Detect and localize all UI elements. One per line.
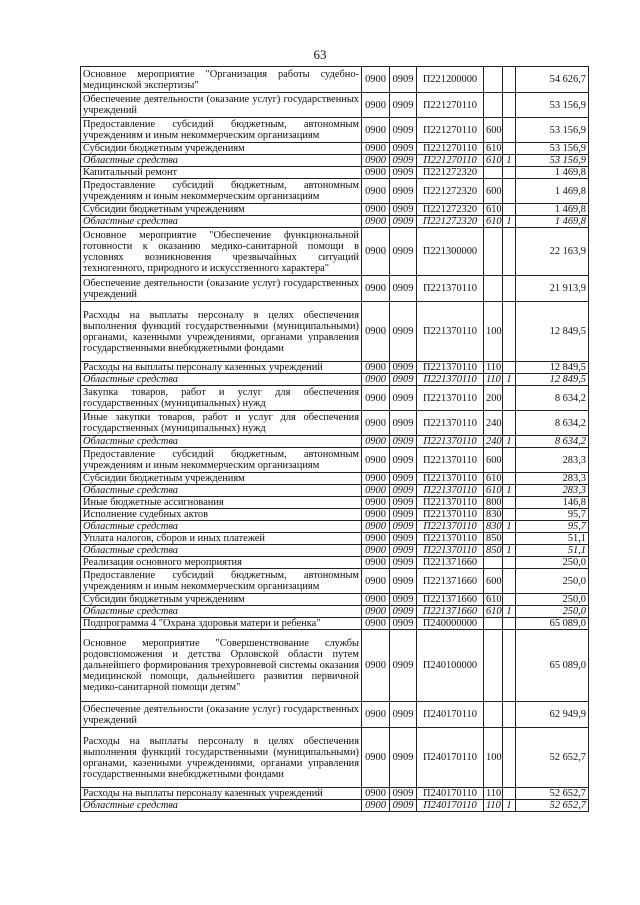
code-0900: 0900 [362,448,390,473]
target-code: П221370110 [417,411,484,436]
target-code: П221371660 [417,569,484,594]
code-0909: 0909 [390,167,417,179]
code-0900: 0900 [362,362,390,374]
funding-source [503,386,516,411]
funding-source [503,411,516,436]
funding-source [503,143,516,155]
code-0900: 0900 [362,594,390,606]
row-description: Расходы на выплаты персоналу казенных учреждений [81,362,362,374]
funding-source: 1 [503,155,516,167]
code-0900: 0900 [362,143,390,155]
code-0900: 0900 [362,228,390,276]
target-code: П221370110 [417,533,484,545]
row-description: Расходы на выплаты персоналу казенных учреждений [81,788,362,800]
funding-source [503,557,516,569]
table-row [81,728,589,788]
code-0900: 0900 [362,473,390,485]
target-code: П221272320 [417,204,484,216]
expense-type: 610 [484,606,503,618]
amount: 52 652,7 [516,800,589,812]
expense-type [484,702,503,728]
target-code: П221371660 [417,594,484,606]
expense-type [484,67,503,93]
funding-source [503,728,516,788]
code-0909: 0909 [390,497,417,509]
code-0900: 0900 [362,618,390,630]
table-row [81,228,589,276]
expense-type [484,276,503,302]
code-0909: 0909 [390,179,417,204]
amount: 250,0 [516,569,589,594]
funding-source [503,788,516,800]
funding-source [503,497,516,509]
code-0900: 0900 [362,276,390,302]
table-row [81,606,589,618]
expense-type: 830 [484,521,503,533]
funding-source [503,179,516,204]
funding-source [503,569,516,594]
table-row [81,618,589,630]
expense-type: 850 [484,545,503,557]
code-0909: 0909 [390,374,417,386]
code-0909: 0909 [390,533,417,545]
expense-type: 110 [484,374,503,386]
code-0909: 0909 [390,386,417,411]
code-0909: 0909 [390,509,417,521]
expense-type: 600 [484,179,503,204]
amount: 51,1 [516,545,589,557]
table-row [81,93,589,118]
row-description: Областные средства [81,606,362,618]
row-description: Предоставление субсидий бюджетным, автономным учреждениям и иным некоммерческим организациям [81,179,362,204]
row-description: Предоставление субсидий бюджетным, автономным учреждениям и иным некоммерческим организациям [81,569,362,594]
target-code: П221270110 [417,143,484,155]
code-0909: 0909 [390,728,417,788]
target-code: П221272320 [417,216,484,228]
row-description: Обеспечение деятельности (оказание услуг) государственных учреждений [81,93,362,118]
expense-type: 240 [484,436,503,448]
funding-source [503,630,516,702]
table-row [81,702,589,728]
expense-type: 850 [484,533,503,545]
amount: 53 156,9 [516,93,589,118]
code-0900: 0900 [362,545,390,557]
target-code: П240170110 [417,728,484,788]
amount: 1 469,8 [516,216,589,228]
row-description: Обеспечение деятельности (оказание услуг) государственных учреждений [81,702,362,728]
amount: 51,1 [516,533,589,545]
table-row [81,67,589,93]
code-0900: 0900 [362,67,390,93]
row-description: Субсидии бюджетным учреждениям [81,204,362,216]
funding-source [503,448,516,473]
row-description: Иные бюджетные ассигнования [81,497,362,509]
code-0909: 0909 [390,569,417,594]
expense-type: 600 [484,569,503,594]
funding-source [503,204,516,216]
expense-type: 830 [484,509,503,521]
funding-source [503,93,516,118]
table-row [81,485,589,497]
row-description: Областные средства [81,436,362,448]
amount: 8 634,2 [516,436,589,448]
row-description: Обеспечение деятельности (оказание услуг) государственных учреждений [81,276,362,302]
row-description: Уплата налогов, сборов и иных платежей [81,533,362,545]
code-0900: 0900 [362,386,390,411]
row-description: Иные закупки товаров, работ и услуг для обеспечения государственных (муниципальных) нужд [81,411,362,436]
target-code: П221370110 [417,386,484,411]
row-description: Областные средства [81,545,362,557]
table-row [81,374,589,386]
code-0909: 0909 [390,155,417,167]
code-0909: 0909 [390,630,417,702]
code-0900: 0900 [362,167,390,179]
expense-type: 610 [484,216,503,228]
code-0900: 0900 [362,485,390,497]
amount: 250,0 [516,557,589,569]
code-0900: 0900 [362,630,390,702]
code-0909: 0909 [390,485,417,497]
row-description: Основное мероприятие "Совершенствование службы родовспоможения и детства Орловской области путем дальнейшего формирования трехуровневой системы оказания медицинской помощи, дальнейшего развития первичной медико-санитарной помощи детям" [81,630,362,702]
funding-source: 1 [503,545,516,557]
expense-type: 600 [484,448,503,473]
expense-type [484,228,503,276]
target-code: П221371660 [417,606,484,618]
target-code: П221370110 [417,362,484,374]
table-row [81,143,589,155]
expense-type: 100 [484,728,503,788]
amount: 52 652,7 [516,728,589,788]
expense-type: 610 [484,473,503,485]
table-row [81,448,589,473]
code-0909: 0909 [390,545,417,557]
amount: 65 089,0 [516,618,589,630]
funding-source: 1 [503,216,516,228]
expense-type: 610 [484,155,503,167]
table-row [81,362,589,374]
code-0909: 0909 [390,800,417,812]
row-description: Подпрограмма 4 "Охрана здоровья матери и ребенка" [81,618,362,630]
code-0909: 0909 [390,473,417,485]
code-0909: 0909 [390,302,417,362]
amount: 250,0 [516,594,589,606]
funding-source: 1 [503,521,516,533]
amount: 95,7 [516,521,589,533]
target-code: П221371660 [417,557,484,569]
code-0909: 0909 [390,216,417,228]
row-description: Закупка товаров, работ и услуг для обеспечения государственных (муниципальных) нужд [81,386,362,411]
code-0909: 0909 [390,228,417,276]
row-description: Капитальный ремонт [81,167,362,179]
funding-source [503,302,516,362]
code-0909: 0909 [390,448,417,473]
amount: 146,8 [516,497,589,509]
table-body [81,67,589,812]
row-description: Областные средства [81,155,362,167]
amount: 54 626,7 [516,67,589,93]
code-0900: 0900 [362,179,390,204]
target-code: П221272320 [417,179,484,204]
target-code: П221370110 [417,497,484,509]
target-code: П221272320 [417,167,484,179]
amount: 250,0 [516,606,589,618]
target-code: П221370110 [417,485,484,497]
target-code: П221370110 [417,521,484,533]
amount: 22 163,9 [516,228,589,276]
row-description: Областные средства [81,485,362,497]
code-0900: 0900 [362,521,390,533]
funding-source [503,473,516,485]
table-row [81,545,589,557]
amount: 12 849,5 [516,374,589,386]
row-description: Основное мероприятие "Обеспечение функциональной готовности к оказанию медико-санитарной помощи в условиях возникновения чрезвычайных ситуаций техногенного, природного и искусственного характера" [81,228,362,276]
target-code: П221370110 [417,473,484,485]
row-description: Областные средства [81,374,362,386]
table-row [81,557,589,569]
code-0909: 0909 [390,93,417,118]
amount: 65 089,0 [516,630,589,702]
code-0900: 0900 [362,533,390,545]
expense-type: 200 [484,386,503,411]
row-description: Расходы на выплаты персоналу в целях обеспечения выполнения функций государственными (муниципальными) органами, казенными учреждениями, органами управления государственными внебюджетными фондами [81,728,362,788]
page-number: 63 [313,47,327,62]
target-code: П221370110 [417,276,484,302]
expense-type [484,630,503,702]
amount: 1 469,8 [516,204,589,216]
expense-type: 100 [484,302,503,362]
code-0900: 0900 [362,93,390,118]
code-0900: 0900 [362,728,390,788]
table-row [81,118,589,143]
expense-type [484,618,503,630]
table-row [81,788,589,800]
amount: 283,3 [516,473,589,485]
amount: 53 156,9 [516,143,589,155]
row-description: Областные средства [81,216,362,228]
amount: 21 913,9 [516,276,589,302]
amount: 62 949,9 [516,702,589,728]
amount: 8 634,2 [516,411,589,436]
table-row [81,521,589,533]
target-code: П221200000 [417,67,484,93]
table-row [81,411,589,436]
code-0900: 0900 [362,497,390,509]
expense-type: 610 [484,485,503,497]
funding-source [503,618,516,630]
target-code: П221270110 [417,93,484,118]
table-row [81,509,589,521]
table-row [81,216,589,228]
table-row [81,533,589,545]
expense-type: 110 [484,800,503,812]
code-0909: 0909 [390,521,417,533]
amount: 52 652,7 [516,788,589,800]
funding-source: 1 [503,606,516,618]
funding-source [503,533,516,545]
code-0900: 0900 [362,155,390,167]
funding-source [503,228,516,276]
code-0900: 0900 [362,557,390,569]
target-code: П240170110 [417,702,484,728]
table-row [81,386,589,411]
table-row [81,569,589,594]
amount: 1 469,8 [516,167,589,179]
expense-type: 600 [484,118,503,143]
expense-type: 800 [484,497,503,509]
table-row [81,594,589,606]
table-row [81,204,589,216]
table-row [81,155,589,167]
funding-source: 1 [503,436,516,448]
code-0909: 0909 [390,557,417,569]
amount: 1 469,8 [516,179,589,204]
code-0909: 0909 [390,67,417,93]
funding-source: 1 [503,374,516,386]
amount: 95,7 [516,509,589,521]
row-description: Расходы на выплаты персоналу в целях обеспечения выполнения функций государственными (муниципальными) органами, казенными учреждениями, органами управления государственными внебюджетными фондами [81,302,362,362]
row-description: Субсидии бюджетным учреждениям [81,594,362,606]
target-code: П221370110 [417,545,484,557]
funding-source: 1 [503,485,516,497]
code-0900: 0900 [362,374,390,386]
table-row [81,276,589,302]
target-code: П221270110 [417,118,484,143]
code-0909: 0909 [390,276,417,302]
row-description: Исполнение судебных актов [81,509,362,521]
target-code: П240170110 [417,800,484,812]
target-code: П221370110 [417,302,484,362]
funding-source [503,167,516,179]
row-description: Субсидии бюджетным учреждениям [81,473,362,485]
code-0900: 0900 [362,216,390,228]
code-0909: 0909 [390,702,417,728]
row-description: Реализация основного мероприятия [81,557,362,569]
target-code: П240170110 [417,788,484,800]
expense-type [484,167,503,179]
amount: 283,3 [516,448,589,473]
row-description: Предоставление субсидий бюджетным, автономным учреждениям и иным некоммерческим организациям [81,448,362,473]
funding-source: 1 [503,800,516,812]
code-0900: 0900 [362,702,390,728]
code-0900: 0900 [362,302,390,362]
code-0900: 0900 [362,204,390,216]
table-row [81,473,589,485]
row-description: Областные средства [81,800,362,812]
code-0909: 0909 [390,436,417,448]
expense-type: 110 [484,362,503,374]
code-0909: 0909 [390,411,417,436]
code-0909: 0909 [390,618,417,630]
funding-source [503,362,516,374]
budget-table [80,66,589,812]
code-0909: 0909 [390,118,417,143]
table-row [81,167,589,179]
code-0909: 0909 [390,606,417,618]
code-0900: 0900 [362,606,390,618]
code-0900: 0900 [362,800,390,812]
code-0900: 0900 [362,411,390,436]
funding-source [503,118,516,143]
funding-source [503,276,516,302]
code-0900: 0900 [362,788,390,800]
expense-type: 610 [484,594,503,606]
funding-source [503,702,516,728]
target-code: П221370110 [417,448,484,473]
code-0900: 0900 [362,569,390,594]
funding-source [503,594,516,606]
amount: 53 156,9 [516,118,589,143]
code-0909: 0909 [390,362,417,374]
row-description: Основное мероприятие "Организация работы судебно-медицинской экспертизы" [81,67,362,93]
expense-type: 610 [484,204,503,216]
row-description: Областные средства [81,521,362,533]
expense-type [484,93,503,118]
table-row [81,497,589,509]
code-0909: 0909 [390,204,417,216]
target-code: П221300000 [417,228,484,276]
expense-type: 610 [484,143,503,155]
target-code: П221370110 [417,374,484,386]
amount: 12 849,5 [516,302,589,362]
expense-type: 110 [484,788,503,800]
table-row [81,436,589,448]
amount: 8 634,2 [516,386,589,411]
code-0900: 0900 [362,509,390,521]
expense-type: 240 [484,411,503,436]
target-code: П240100000 [417,630,484,702]
expense-type [484,557,503,569]
code-0900: 0900 [362,436,390,448]
amount: 12 849,5 [516,362,589,374]
code-0909: 0909 [390,788,417,800]
target-code: П221370110 [417,509,484,521]
amount: 53 156,9 [516,155,589,167]
table-row [81,179,589,204]
table-row [81,630,589,702]
target-code: П221370110 [417,436,484,448]
code-0909: 0909 [390,143,417,155]
code-0900: 0900 [362,118,390,143]
row-description: Предоставление субсидий бюджетным, автономным учреждениям и иным некоммерческим организациям [81,118,362,143]
funding-source [503,67,516,93]
code-0909: 0909 [390,594,417,606]
target-code: П240000000 [417,618,484,630]
amount: 283,3 [516,485,589,497]
funding-source [503,509,516,521]
row-description: Субсидии бюджетным учреждениям [81,143,362,155]
target-code: П221270110 [417,155,484,167]
table-row [81,800,589,812]
table-row [81,302,589,362]
